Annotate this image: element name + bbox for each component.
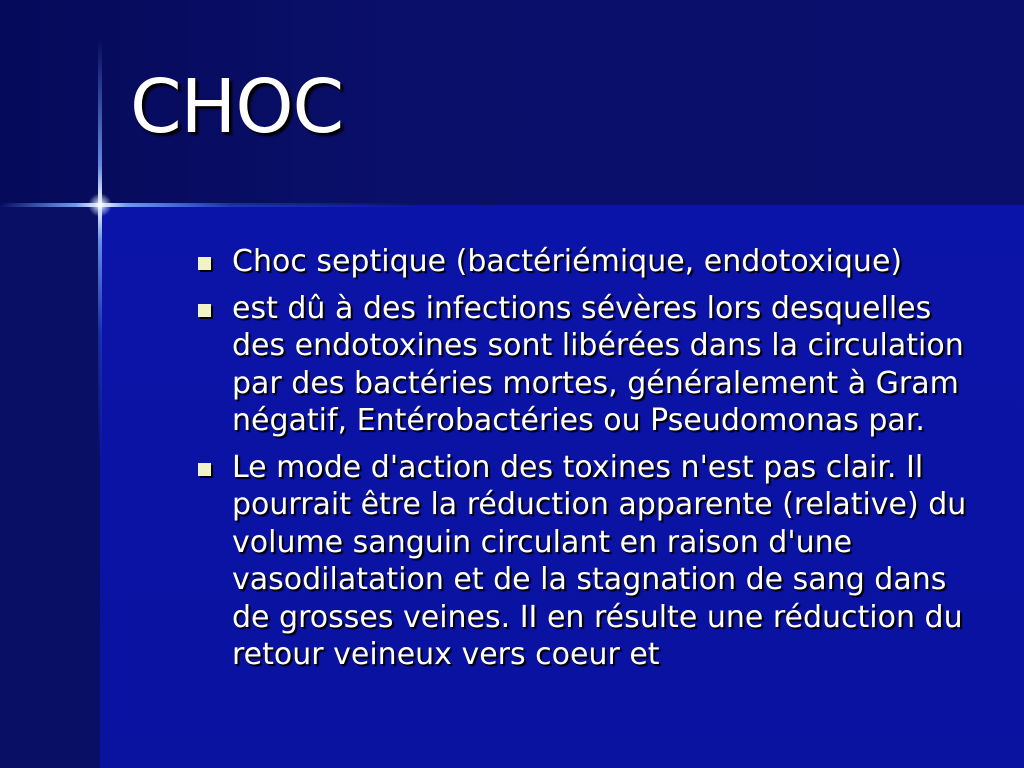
bullet-text: est dû à des infections sévères lors desquelles des endotoxines sont libérées dans la circulation par des bactéries mortes, généralement à Gram négatif, Entérobactéries ou Pseudomonas par. <box>232 290 964 438</box>
sparkle-cross-icon <box>88 193 112 217</box>
bullet-text: Choc septique (bactériémique, endotoxique) <box>232 244 903 279</box>
square-bullet-icon <box>198 463 211 476</box>
bullet-item <box>190 449 970 674</box>
sparkle-horizontal-line <box>0 203 420 207</box>
slide-title: CHOC <box>130 64 344 150</box>
square-bullet-icon <box>198 257 211 270</box>
sparkle-vertical-line <box>98 40 102 460</box>
bullet-text: Le mode d'action des toxines n'est pas clair. Il pourrait être la réduction apparente (relative) du volume sanguin circulant en raison d'une vasodilatation et de la stagnation de sang dans de grosses veines. II en résulte une réduction du retour veineux vers coeur et <box>232 449 967 672</box>
left-band <box>0 205 100 768</box>
bullet-list <box>190 243 970 683</box>
bullet-item <box>190 243 970 281</box>
square-bullet-icon <box>198 304 211 317</box>
bullet-item <box>190 290 970 440</box>
